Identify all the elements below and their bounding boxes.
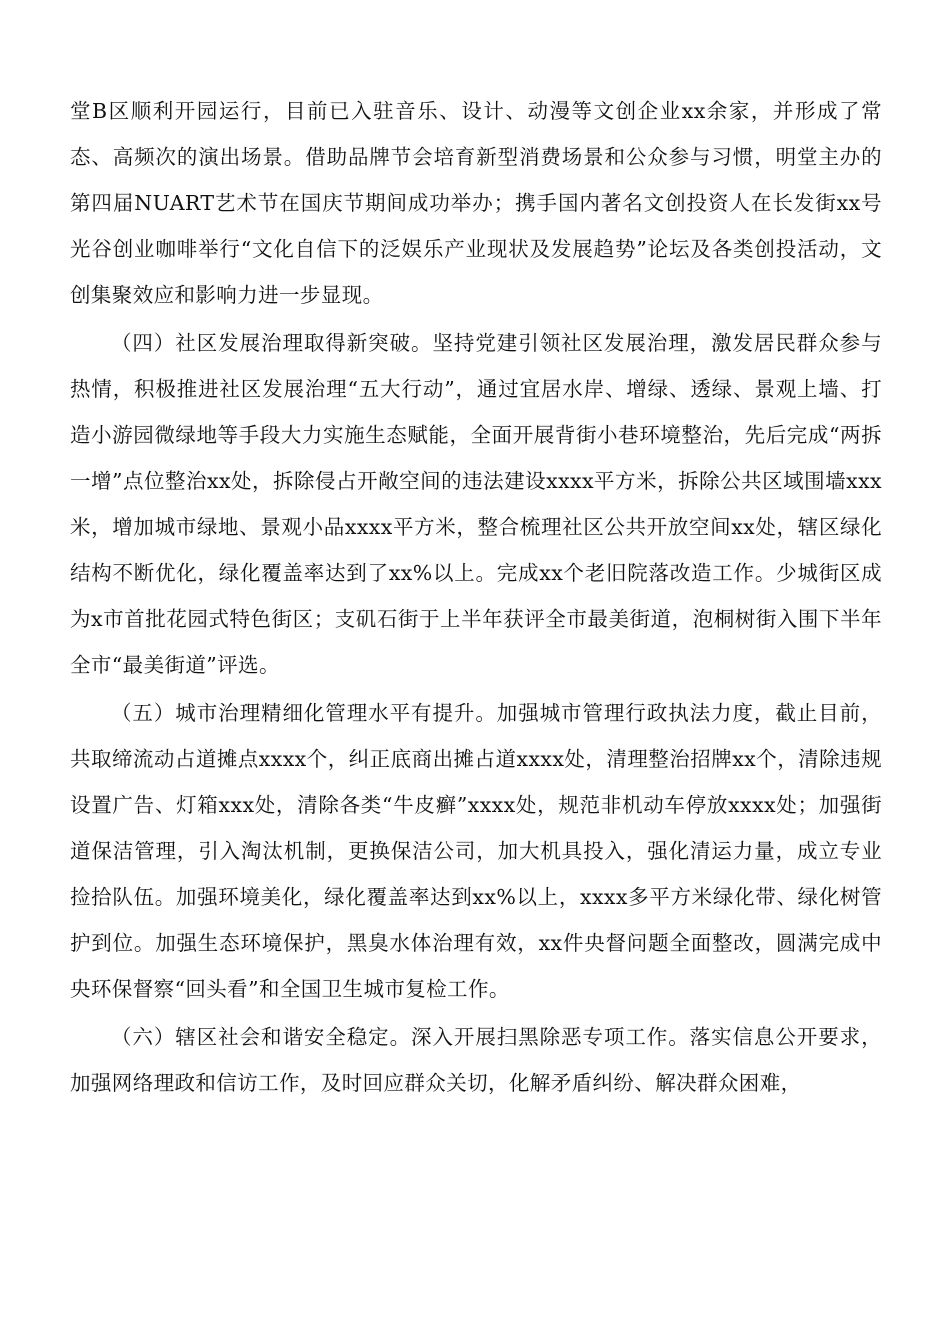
paragraph-social-stability: （六）辖区社会和谐安全稳定。深入开展扫黑除恶专项工作。落实信息公开要求，加强网络理政和信访工作，及时回应群众关切，化解矛盾纠纷、解决群众困难， — [70, 1025, 882, 1095]
paragraph-urban-management: （五）城市治理精细化管理水平有提升。加强城市管理行政执法力度，截止目前，共取缔流动占道摊点xxxx个，纠正底商出摊占道xxxx处，清理整治招牌xx个，清除违规设置广告、灯箱xxx处，清除各类“牛皮癣”xxxx处，规范非机动车停放xxxx处；加强街道保洁管理，引入淘汰机制，更换保洁公司，加大机具投入，强化清运力量，成立专业捡拾队伍。加强环境美化，绿化覆盖率达到xx%以上，xxxx多平方米绿化带、绿化树管护到位。加强生态环境保护，黑臭水体治理有效，xx件央督问题全面整改，圆满完成中央环保督察“回头看”和全国卫生城市复检工作。 — [70, 701, 882, 1001]
paragraph-community-governance: （四）社区发展治理取得新突破。坚持党建引领社区发展治理，激发居民群众参与热情，积极推进社区发展治理“五大行动”，通过宜居水岸、增绿、透绿、景观上墙、打造小游园微绿地等手段大力实施生态赋能，全面开展背街小巷环境整治，先后完成“两拆一增”点位整治xx处，拆除侵占开敞空间的违法建设xxxx平方米，拆除公共区域围墙xxx米，增加城市绿地、景观小品xxxx平方米，整合梳理社区公共开放空间xx处，辖区绿化结构不断优化，绿化覆盖率达到了xx%以上。完成xx个老旧院落改造工作。少城街区成为x市首批花园式特色街区；支矶石街于上半年获评全市最美街道，泡桐树街入围下半年全市“最美街道”评选。 — [70, 331, 882, 677]
paragraph-continuation: 堂B区顺利开园运行，目前已入驻音乐、设计、动漫等文创企业xx余家，并形成了常态、高频次的演出场景。借助品牌节会培育新型消费场景和公众参与习惯，明堂主办的第四届NUART艺术节在国庆节期间成功举办；携手国内著名文创投资人在长发街xx号光谷创业咖啡举行“文化自信下的泛娱乐产业现状及发展趋势”论坛及各类创投活动，文创集聚效应和影响力进一步显现。 — [70, 99, 882, 307]
document-body — [70, 88, 882, 1108]
